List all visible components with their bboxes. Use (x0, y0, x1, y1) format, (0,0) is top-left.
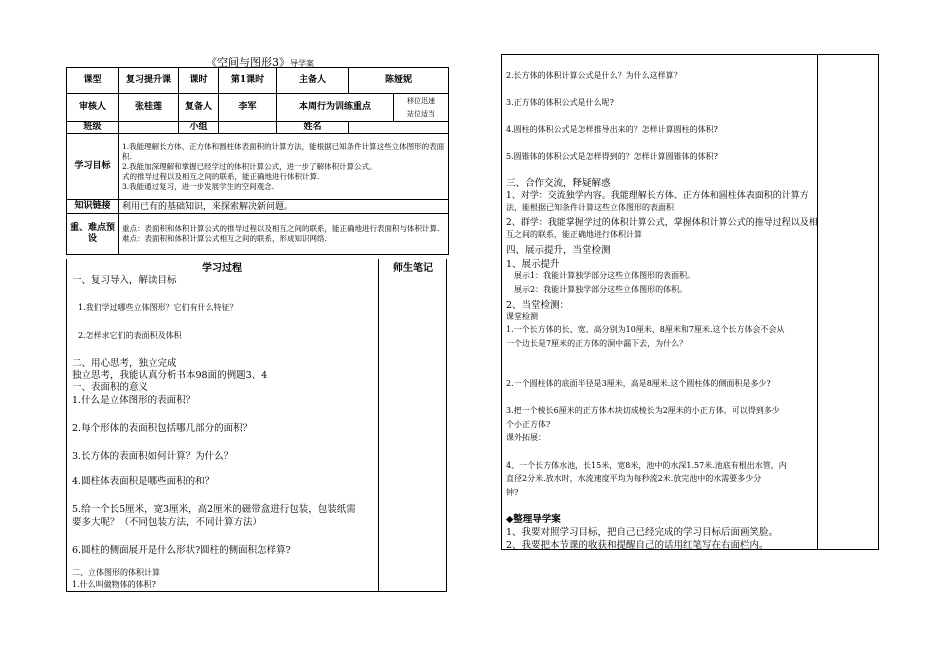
h-copreparer: 李军 (219, 94, 277, 122)
notes-divider (378, 259, 379, 592)
h-name-label: 姓名 (277, 122, 349, 134)
right-line-11: 1、展示提升 (506, 259, 560, 270)
h-key-label: 重、难点预设 (67, 214, 119, 255)
left-line-1: 一、复习导入，解读目标 (72, 275, 177, 286)
h-lesson-type: 复习提升课 (119, 68, 179, 94)
left-line-4: 二、用心思考，独立完成 (72, 358, 177, 369)
goal-1: 1.我能理解长方体、正方体和圆柱体表面积的计算方法，能根据已知条件计算这些立体图形的表面积. (122, 141, 445, 161)
right-line-2: 3.正方体的体积公式是什么呢? (506, 98, 614, 107)
left-line-3: 2.怎样求它们的表面积及体积 (78, 331, 182, 340)
h-copreparer-label: 复备人 (179, 94, 219, 122)
notes-heading: 师生笔记 (393, 263, 433, 274)
left-line-2: 1.我们学过哪些立体图形？它们有什么特征？ (78, 303, 238, 312)
left-line-10: 4.圆柱体表面积是哪些面积的和？ (72, 476, 215, 487)
h-name (349, 122, 449, 134)
h-group (219, 122, 277, 134)
right-line-21: 课外拓展： (506, 433, 546, 442)
right-line-16: 1.一个长方体的长、宽、高分别为10厘米、8厘米和7厘米.这个长方体会不会从 (506, 325, 785, 334)
title-suffix: 导学案 (290, 59, 314, 68)
h-behavior-label: 本周行为训练重点 (277, 94, 394, 122)
right-line-17: 一个边长是7厘米的正方体的洞中漏下去，为什么？ (506, 339, 688, 348)
key-point: 重点：表面积和体积计算公式的推导过程以及相互之间的联系，能正确地进行表面积与体积计算. (122, 224, 440, 233)
h-period-label: 课时 (179, 68, 219, 94)
h-reviewer-label: 审核人 (67, 94, 119, 122)
goal-2: 2.我能加深理解和掌握已经学过的体积计算公式，进一步了解体积计算公式。 (122, 161, 377, 171)
h-preparer-label: 主备人 (277, 68, 349, 94)
right-line-5: 三、合作交流，释疑解惑 (506, 178, 611, 189)
goal-2-cont: 式的推导过程以及相互之间的联系，能正确地进行体积计算. (122, 171, 320, 181)
h-behavior (394, 94, 449, 122)
h-class-label: 班级 (67, 122, 119, 134)
right-line-22: 4、一个长方体水池，长15米，宽8米，池中的水深1.57米.池底有根出水管，内 (506, 461, 787, 470)
right-line-15: 课堂检测 (506, 312, 538, 321)
left-line-13: 6.圆柱的侧面展开是什么形状?圆柱的侧面积怎样算? (72, 545, 291, 556)
h-behavior-2: 站位适当 (407, 109, 435, 118)
h-goals (119, 134, 449, 200)
right-line-24: 钟? (506, 488, 519, 497)
right-line-8: 2、群学：我能掌握学过的体积计算公式，掌握体积计算公式的推导过程以及相 (506, 218, 818, 228)
title-main: 《空间与图形3》 (206, 56, 290, 69)
right-line-26: 1、我要对照学习目标，把自己已经完成的学习目标后面画笑脸。 (506, 527, 779, 538)
right-notes-divider (817, 54, 818, 550)
right-line-25: ◆整理导学案 (506, 514, 561, 525)
difficult-point: 难点：表面积和体积计算公式相互之间的联系，形成知识网络. (122, 234, 327, 243)
right-line-14: 2、当堂检测： (506, 300, 570, 311)
right-line-4: 5.圆锥体的体积公式是怎样得到的？怎样计算圆锥体的体积? (506, 152, 718, 161)
left-line-5: 独立思考，我能认真分析书本98面的例题3、4 (72, 370, 268, 381)
right-line-19: 3.把一个棱长6厘米的正方体木块切成棱长为2厘米的小正方体，可以得到多少 (506, 406, 780, 415)
right-line-6: 1、对学：交流独学内容。我能理解长方体、正方体和圆柱体表面积的计算方 (506, 191, 809, 201)
h-goals-label: 学习目标 (67, 134, 119, 200)
right-line-7: 法，能根据已知条件计算这些立体图形的表面积 (506, 203, 674, 212)
right-line-13: 展示2：我能计算独学部分这些立体图形的体积。 (514, 285, 688, 294)
right-line-3: 4.圆柱的体积公式是怎样推导出来的？怎样计算圆柱的体积? (506, 125, 718, 134)
right-line-10: 四、展示提升，当堂检测 (506, 245, 611, 256)
left-line-11: 5.给一个长5厘米，宽3厘米，高2厘米的磁带盒进行包装，包装纸需 (72, 504, 356, 515)
left-line-15: 1.什么叫做物体的体积? (72, 580, 156, 589)
h-class (119, 122, 179, 134)
left-line-7: 1.什么是立体图形的表面积？ (72, 395, 196, 406)
right-line-1: 2.长方体的体积计算公式是什么？为什么这样算？ (506, 71, 682, 80)
h-link-label: 知识链接 (67, 200, 119, 214)
left-line-6: 一、表面积的意义 (72, 382, 149, 393)
h-period: 第1课时 (219, 68, 277, 94)
left-line-9: 3.长方体的表面积如何计算？为什么？ (72, 451, 234, 462)
right-line-18: 2.一个圆柱体的底面半径是3厘米，高是8厘米.这个圆柱体的侧面积是多少? (506, 379, 771, 388)
left-line-8: 2.每个形体的表面积包括哪几部分的面积？ (72, 423, 253, 434)
h-key (119, 214, 449, 255)
right-line-9: 互之间的联系，能正确地进行体积计算 (506, 230, 642, 239)
h-reviewer: 张桂莲 (119, 94, 179, 122)
goal-3: 3.我能通过复习，进一步发展学生的空间观念. (122, 181, 275, 191)
right-line-20: 个小正方体? (506, 420, 551, 429)
left-line-14: 二、立体图形的体积计算 (72, 568, 160, 577)
right-line-12: 展示1：我能计算独学部分这些立体图形的表面积。 (514, 271, 696, 280)
right-line-23: 直径2分米.放水时，水流速度平均为每秒流2米.放完池中的水需要多少分 (506, 474, 762, 483)
h-behavior-1: 移位迅速 (407, 96, 435, 105)
h-lesson-type-label: 课型 (67, 68, 119, 94)
left-line-12: 要多大呢？（不同包装方法，不同计算方法） (72, 517, 263, 528)
right-line-27: 2、我要把本节课的收获和提醒自己的话用红笔写在右面栏内。 (506, 540, 769, 551)
h-link: 利用已有的基础知识，来探索解决新问题。 (119, 200, 449, 214)
process-heading: 学习过程 (202, 263, 242, 274)
h-preparer: 陈娅妮 (349, 68, 449, 94)
header-table (66, 67, 449, 255)
h-group-label: 小组 (179, 122, 219, 134)
